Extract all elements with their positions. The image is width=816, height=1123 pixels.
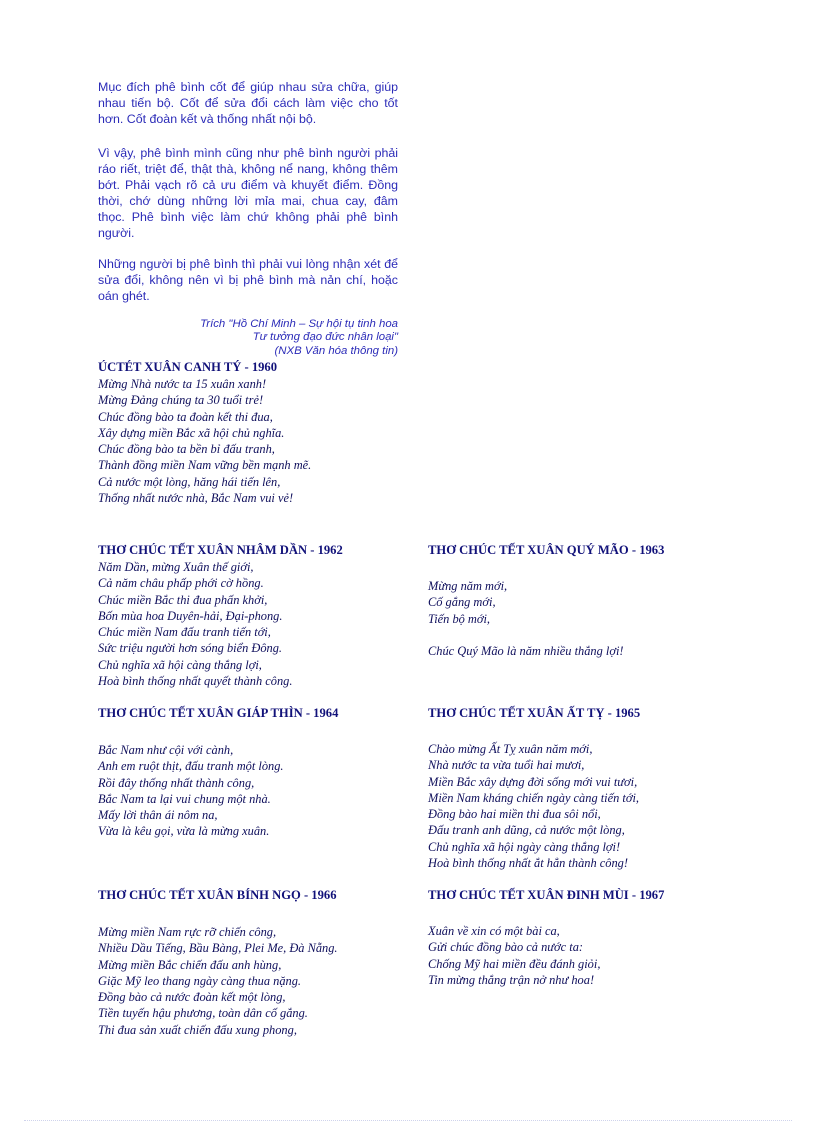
poem-line: Bắc Nam như cội với cành, xyxy=(98,743,234,757)
poem-line: Vừa là kêu gọi, vừa là mừng xuân. xyxy=(98,824,270,839)
poem-line: Bắc Nam ta lại vui chung một nhà. xyxy=(98,791,271,806)
poem-line: Chủ nghĩa xã hội ngày càng thắng lợi! xyxy=(428,839,621,854)
poem-line: Mừng miền Bắc chiến đấu anh hùng, xyxy=(98,957,282,972)
citation-line: Trích "Hồ Chí Minh – Sự hội tụ tinh hoa xyxy=(200,318,398,330)
poem-nham-dan xyxy=(98,559,292,689)
poem-line: Chào mừng Ất Tỵ xuân năm mới, xyxy=(428,742,593,756)
poem-title-dinh-mui: THƠ CHÚC TẾT XUÂN ĐINH MÙI - 1967 xyxy=(428,888,665,902)
citation-line: Tư tưởng đạo đức nhân loại" xyxy=(252,331,398,344)
poem-line: Năm Dần, mừng Xuân thế giới, xyxy=(98,560,254,574)
poem-line: Mừng miền Nam rực rỡ chiến công, xyxy=(98,925,277,939)
poem-line: Chúc miền Bắc thi đua phấn khởi, xyxy=(98,592,268,607)
poem-line: Bốn mùa hoa Duyên-hải, Đại-phong. xyxy=(98,608,283,623)
poem-line: Mừng Nhà nước ta 15 xuân xanh! xyxy=(98,377,267,391)
poem-line: Miền Nam kháng chiến ngày càng tiến tới, xyxy=(428,790,640,805)
poem-line: Mừng năm mới, xyxy=(428,579,508,593)
poem-line: Đồng bào cả nước đoàn kết một lòng, xyxy=(98,990,286,1005)
poem-title-binh-ngo: THƠ CHÚC TẾT XUÂN BÍNH NGỌ - 1966 xyxy=(98,888,337,902)
poem-canh-ty xyxy=(98,376,311,506)
poem-at-ty xyxy=(428,741,639,871)
poem-line: Tin mừng thắng trận nở như hoa! xyxy=(428,972,595,987)
poem-line: Rồi đây thống nhất thành công, xyxy=(98,775,255,790)
prose-paragraph-1: Mục đích phê bình cốt để giúp nhau sửa chữa, giúp nhau tiến bộ. Cốt để sửa đổi cách làm việc cho tốt hơn. Cốt đoàn kết và thống nhất nội bộ. xyxy=(98,80,398,126)
stanza-gap xyxy=(428,627,624,643)
poem-line: Tiền tuyến hậu phương, toàn dân cố gắng. xyxy=(98,1006,308,1021)
poem-line: Nhà nước ta vừa tuổi hai mươi, xyxy=(428,758,585,773)
citation-line: (NXB Văn hóa thông tin) xyxy=(274,344,398,357)
citation xyxy=(98,318,398,358)
prose-paragraph-3: Những người bị phê bình thì phải vui lòng nhận xét để sửa đổi, không nên vì bị phê bình mà nản chí, hoặc oán ghét. xyxy=(98,257,398,303)
poem-title-at-ty: THƠ CHÚC TẾT XUÂN ẤT TỴ - 1965 xyxy=(428,706,641,720)
poem-line: Chúc Quý Mão là năm nhiều thắng lợi! xyxy=(428,644,624,659)
poem-title-canh-ty: ÚCTÉT XUÂN CANH TÝ - 1960 xyxy=(98,360,278,374)
poem-title-nham-dan: THƠ CHÚC TẾT XUÂN NHÂM DẦN - 1962 xyxy=(98,543,343,557)
poem-line: Thành đồng miền Nam vững bền mạnh mẽ. xyxy=(98,458,312,473)
poem-line: Đồng bào hai miền thi đua sôi nổi, xyxy=(428,807,601,822)
poem-line: Hoà bình thống nhất ắt hẳn thành công! xyxy=(428,856,628,871)
poem-line: Chủ nghĩa xã hội càng thắng lợi, xyxy=(98,657,262,672)
poem-line: Thống nhất nước nhà, Bắc Nam vui vẻ! xyxy=(98,491,294,506)
poem-line: Chúc đồng bào ta bền bỉ đấu tranh, xyxy=(98,442,275,457)
poem-line: Cả nước một lòng, hăng hái tiến lên, xyxy=(98,474,281,489)
poem-line: Thi đua sản xuất chiến đấu xung phong, xyxy=(98,1022,297,1037)
page-bottom-border xyxy=(24,1120,792,1121)
poem-line: Tiến bộ mới, xyxy=(428,611,491,626)
poem-line: Anh em ruột thịt, đấu tranh một lòng. xyxy=(98,759,284,774)
poem-quy-mao xyxy=(428,578,624,659)
poem-line: Chúc miền Nam đấu tranh tiến tới, xyxy=(98,625,271,640)
poem-line: Chống Mỹ hai miền đều đánh giỏi, xyxy=(428,956,601,971)
poem-line: Gửi chúc đồng bào cả nước ta: xyxy=(428,940,584,955)
poem-line: Mừng Đảng chúng ta 30 tuổi trẻ! xyxy=(98,393,264,408)
poem-line: Xuân về xin có một bài ca, xyxy=(428,924,560,938)
poem-line: Chúc đồng bào ta đoàn kết thi đua, xyxy=(98,409,273,424)
poem-line: Miền Bắc xây dựng đời sống mới vui tươi, xyxy=(428,774,638,789)
poem-line: Mấy lời thân ái nôm na, xyxy=(98,808,218,823)
poem-line: Nhiều Dầu Tiếng, Bầu Bàng, Plei Me, Đà Nẵng. xyxy=(98,941,338,956)
poem-line: Cố gắng mới, xyxy=(428,595,496,610)
poem-line: Sức triệu người hơn sóng biển Đông. xyxy=(98,641,283,656)
poem-line: Giặc Mỹ leo thang ngày càng thua nặng. xyxy=(98,973,302,988)
poem-dinh-mui xyxy=(428,923,600,988)
poem-giap-thin xyxy=(98,742,284,840)
poem-line: Đấu tranh anh dũng, cả nước một lòng, xyxy=(428,823,625,838)
poem-line: Xây dựng miền Bắc xã hội chủ nghĩa. xyxy=(98,425,285,440)
poem-line: Hoà bình thống nhất quyết thành công. xyxy=(98,674,293,689)
poem-title-giap-thin: THƠ CHÚC TẾT XUÂN GIÁP THÌN - 1964 xyxy=(98,706,339,720)
poem-title-quy-mao: THƠ CHÚC TẾT XUÂN QUÝ MÃO - 1963 xyxy=(428,543,665,557)
poem-line: Cả năm châu phấp phới cờ hồng. xyxy=(98,576,264,591)
prose-paragraph-2: Vì vậy, phê bình mình cũng như phê bình người phải ráo riết, triệt để, thật thà, không nể nang, không thêm bớt. Phải vạch rõ cả ưu điểm và khuyết điểm. Đồng thời, chớ dùng những lời mỉa mai, chua cay, đâm thọc. Phê bình việc làm chứ không phải phê bình người. xyxy=(98,146,398,240)
poem-binh-ngo xyxy=(98,924,338,1038)
